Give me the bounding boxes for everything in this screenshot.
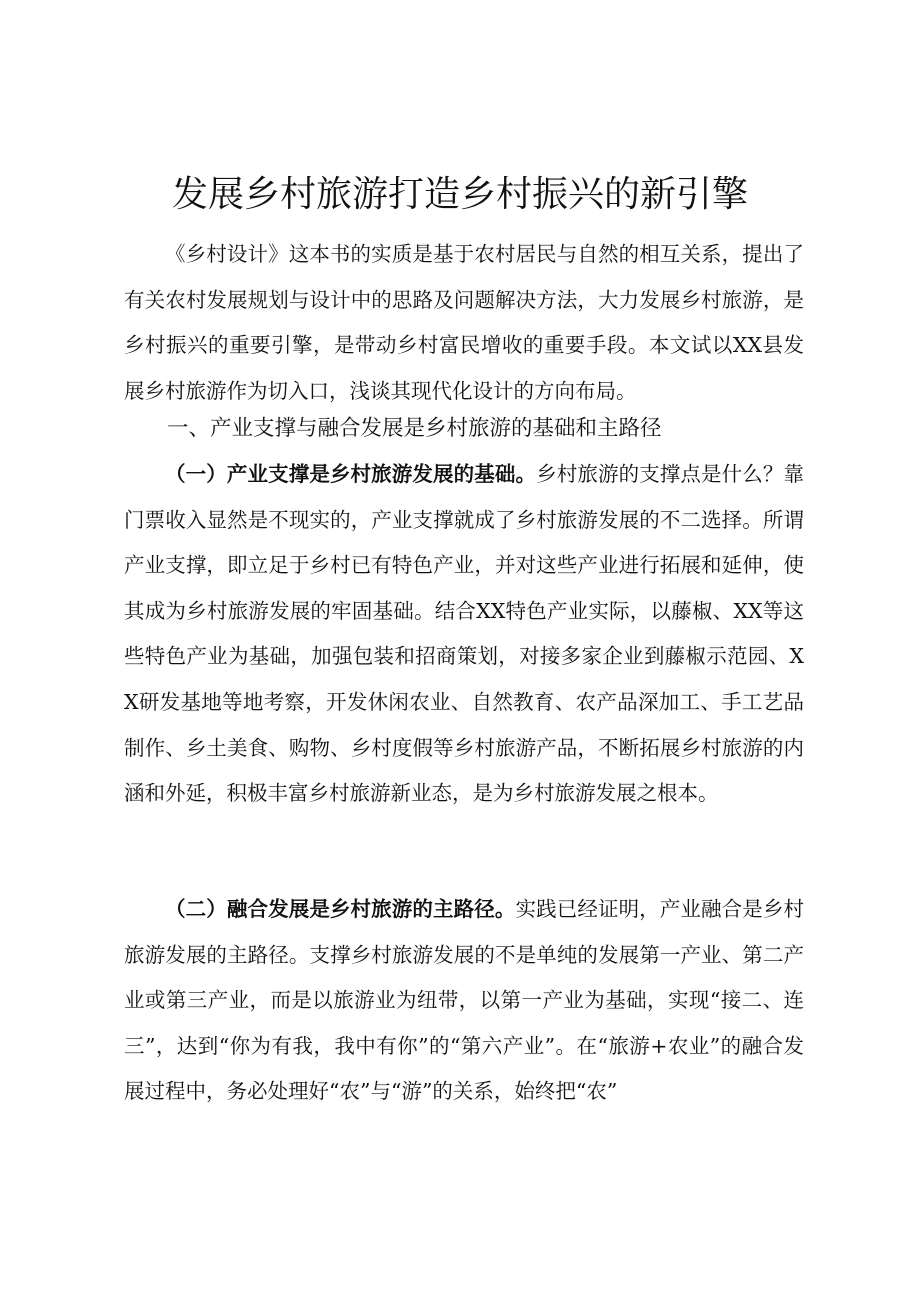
subsection-2-lead: （二）融合发展是乡村旅游的主路径。 <box>165 897 516 921</box>
document-title: 发展乡村旅游打造乡村振兴的新引擎 <box>171 174 748 215</box>
subsection-1-body: 乡村旅游的支撑点是什么？靠门票收入显然是不现实的，产业支撑就成了乡村旅游发展的不二选择。所谓产业支撑，即立足于乡村已有特色产业，并对这些产业进行拓展和延伸，使其成为乡村旅游发展的牢固基础。结合XX特色产业实际，以藤椒、XX等这些特色产业为基础，加强包装和招商策划，对接多家企业到藤椒示范园、XX研发基地等地考察，开发休闲农业、自然教育、农产品深加工、手工艺品制作、乡土美食、购物、乡村度假等乡村旅游产品，不断拓展乡村旅游的内涵和外延，积极丰富乡村旅游新业态，是为乡村旅游发展之根本。 <box>124 462 805 806</box>
subsection-2-body: 实践已经证明，产业融合是乡村旅游发展的主路径。支撑乡村旅游发展的不是单纯的发展第一产业、第二产业或第三产业，而是以旅游业为纽带，以第一产业为基础，实现“接二、连三”，达到“你为有我，我中有你”的“第六产业”。在“旅游+农业”的融合发展过程中，务必处理好“农”与“游”的关系，始终把“农” <box>124 897 805 1104</box>
subsection-1-paragraph <box>124 452 804 817</box>
section-heading: 一、产业支撑与融合发展是乡村旅游的基础和主路径 <box>167 416 662 441</box>
intro-paragraph: 《乡村设计》这本书的实质是基于农村居民与自然的相互关系，提出了有关农村发展规划与设计中的思路及问题解决方法，大力发展乡村旅游，是乡村振兴的重要引擎，是带动乡村富民增收的重要手段。本文试以XX县发展乡村旅游作为切入口，浅谈其现代化设计的方向布局。 <box>124 242 804 403</box>
subsection-2-paragraph <box>124 887 804 1115</box>
subsection-1-lead: （一）产业支撑是乡村旅游发展的基础。 <box>165 462 537 486</box>
